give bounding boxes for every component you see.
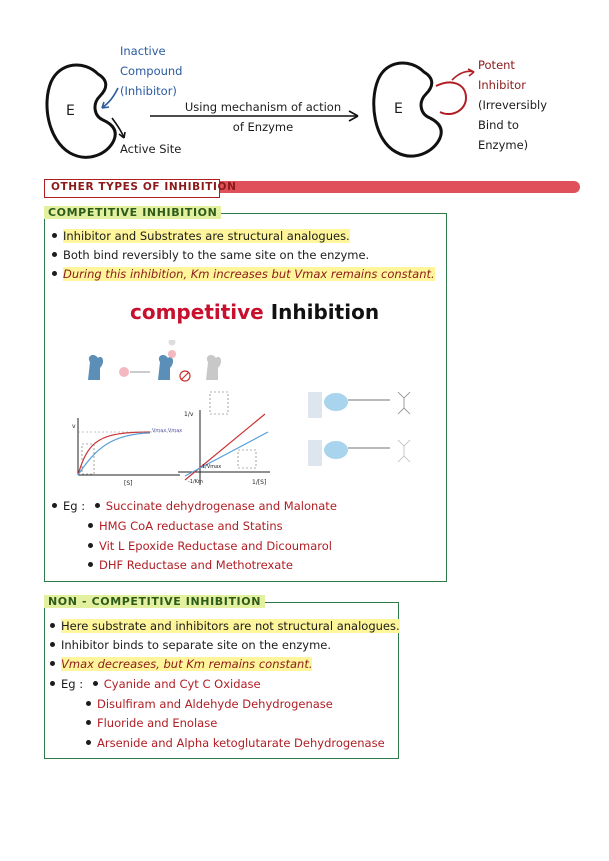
noncompetitive-eg-row: Eg : Cyanide and Cyt C Oxidase <box>50 677 261 691</box>
bullet-dot <box>52 503 57 508</box>
banner-bar <box>190 181 580 193</box>
lineweaver-graph <box>178 392 270 486</box>
figure-title: competitive Inhibition <box>130 300 380 324</box>
bullet-dot <box>50 681 55 686</box>
inhibitor-icon <box>169 340 176 346</box>
noncompetitive-bullet-1: Here substrate and inhibitors are not structural analogues. <box>50 619 400 633</box>
bullet-dot <box>52 252 57 257</box>
competitive-example-3: Vit L Epoxide Reductase and Dicoumarol <box>88 539 332 553</box>
active-site-label: Active Site <box>120 142 182 156</box>
bullet-dot <box>50 642 55 647</box>
competitive-bullet-3: During this inhibition, Km increases but Vmax remains constant. <box>52 267 435 281</box>
graph2-x-label: 1/[S] <box>252 479 267 486</box>
enzyme-icon-2 <box>158 350 176 380</box>
left-enzyme-shape <box>47 65 115 157</box>
noncompetitive-bullet-3: Vmax decreases, but Km remains constant. <box>50 657 312 671</box>
right-enzyme-label: E <box>394 101 403 117</box>
graph2-vmax-label: 1/Vmax <box>202 464 222 470</box>
noncompetitive-bullet-2: Inhibitor binds to separate site on the enzyme. <box>50 638 331 652</box>
graph2-km-label: -1/Km <box>188 479 203 485</box>
bullet-dot <box>88 543 93 548</box>
competitive-eg-row: Eg : Succinate dehydrogenase and Malonate <box>52 499 337 513</box>
bullet-dot <box>88 523 93 528</box>
bullet-dot <box>93 681 98 686</box>
bullet-dot <box>95 503 100 508</box>
irreversible-label: (Irreversibly Bind to Enzyme) <box>478 98 548 152</box>
substrate-icon <box>119 367 129 377</box>
banner-box <box>44 179 237 198</box>
noncompetitive-example-3: Fluoride and Enolase <box>86 716 217 730</box>
succinate-structure <box>308 392 410 418</box>
competitive-heading: COMPETITIVE INHIBITION <box>44 206 221 219</box>
inactive-compound-label: Inactive Compound (Inhibitor) <box>120 44 183 98</box>
potent-inhibitor-label: Potent Inhibitor <box>478 58 526 92</box>
bullet-dot <box>50 623 55 628</box>
bullet-dot <box>50 661 55 666</box>
noncompetitive-example-4: Arsenide and Alpha ketoglutarate Dehydrogenase <box>86 736 385 750</box>
competitive-example-4: DHF Reductase and Methotrexate <box>88 558 293 572</box>
noncompetitive-example-2: Disulfiram and Aldehyde Dehydrogenase <box>86 697 333 711</box>
bullet-dot <box>52 271 57 276</box>
enzyme-icon-1 <box>88 355 103 380</box>
noncompetitive-heading: NON - COMPETITIVE INHIBITION <box>44 595 265 608</box>
mechanism-label: Using mechanism of action of Enzyme <box>184 100 342 134</box>
competitive-example-2: HMG CoA reductase and Statins <box>88 519 283 533</box>
potent-inhibitor-shape <box>436 82 466 114</box>
bullet-dot <box>86 701 91 706</box>
competitive-bullet-1: Inhibitor and Substrates are structural analogues. <box>52 229 350 243</box>
competitive-bullet-2: Both bind reversibly to the same site on the enzyme. <box>52 248 369 262</box>
no-reaction-icon <box>180 371 190 381</box>
graph2-y-label: 1/v <box>184 411 194 418</box>
left-enzyme-label: E <box>66 103 75 119</box>
right-enzyme-shape <box>374 63 442 156</box>
graph1-y-label: v <box>72 423 76 430</box>
bullet-dot <box>88 562 93 567</box>
competitive-figure <box>60 340 440 490</box>
bullet-dot <box>86 720 91 725</box>
graph1-x-label: [S] <box>124 480 133 487</box>
bullet-dot <box>86 740 91 745</box>
bullet-dot <box>52 233 57 238</box>
enzyme-icon-3 <box>206 355 221 380</box>
malonate-structure <box>308 440 410 466</box>
michaelis-graph <box>72 418 182 487</box>
banner-title: OTHER TYPES OF INHIBITION <box>51 181 237 193</box>
graph1-vmax-label: Vmax Vmax <box>152 428 183 434</box>
